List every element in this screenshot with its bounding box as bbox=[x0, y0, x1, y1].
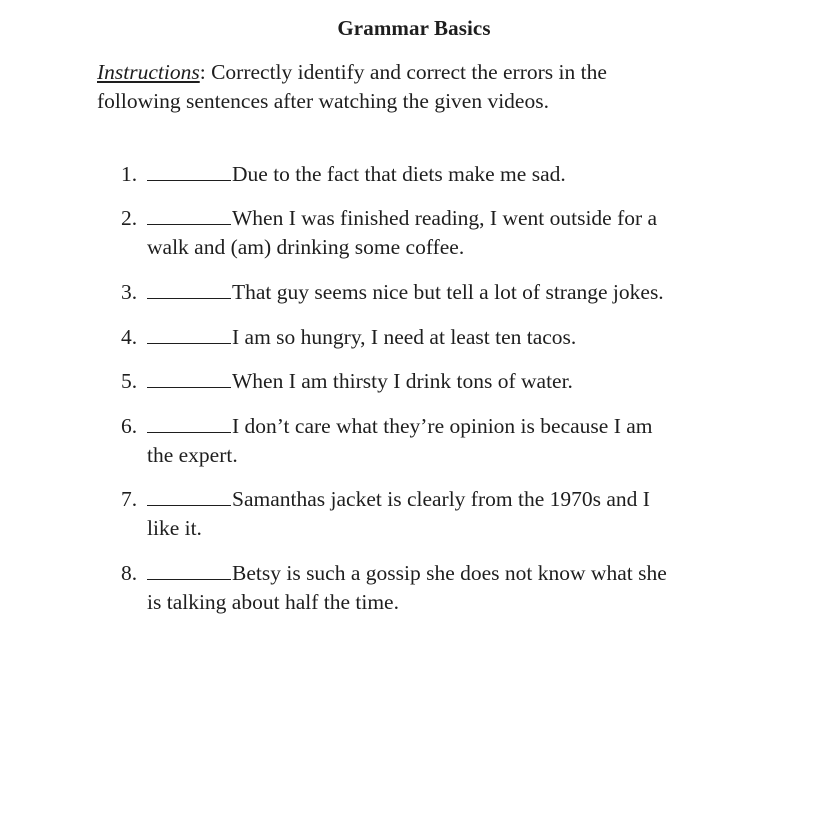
sentence-item-2 bbox=[121, 204, 761, 261]
item-number: 8. bbox=[121, 561, 138, 585]
item-number: 3. bbox=[121, 280, 138, 304]
instructions-label: Instructions bbox=[97, 60, 200, 84]
sentence-item-4 bbox=[121, 323, 761, 352]
sentence-item-5 bbox=[121, 367, 761, 396]
answer-blank[interactable] bbox=[147, 414, 231, 433]
sentence-text: That guy seems nice but tell a lot of strange jokes. bbox=[232, 280, 664, 304]
instructions-text-2: following sentences after watching the given videos. bbox=[97, 89, 549, 113]
sentence-text: Betsy is such a gossip she does not know what she bbox=[232, 561, 667, 585]
sentence-item-6 bbox=[121, 412, 761, 469]
sentence-item-8 bbox=[121, 559, 761, 616]
sentence-item-7 bbox=[121, 485, 761, 542]
instructions bbox=[97, 58, 737, 116]
sentence-text: Samanthas jacket is clearly from the 1970s and I bbox=[232, 487, 650, 511]
sentence-text: I don’t care what they’re opinion is because I am bbox=[232, 414, 653, 438]
page-title: Grammar Basics bbox=[337, 16, 491, 40]
sentence-text: Due to the fact that diets make me sad. bbox=[232, 162, 566, 186]
instructions-text-1: : Correctly identify and correct the errors in the bbox=[199, 60, 607, 84]
item-number: 5. bbox=[121, 369, 138, 393]
answer-blank[interactable] bbox=[147, 561, 231, 580]
item-number: 4. bbox=[121, 325, 138, 349]
item-number: 1. bbox=[121, 162, 138, 186]
sentence-text-continued: walk and (am) drinking some coffee. bbox=[147, 234, 465, 259]
answer-blank[interactable] bbox=[147, 369, 231, 388]
sentence-text-continued: like it. bbox=[147, 515, 202, 540]
sentence-text: When I am thirsty I drink tons of water. bbox=[232, 369, 573, 393]
sentence-text-continued: is talking about half the time. bbox=[147, 589, 399, 614]
item-number: 6. bbox=[121, 414, 138, 438]
sentence-text-continued: the expert. bbox=[147, 442, 238, 467]
sentence-item-3 bbox=[121, 278, 761, 307]
sentence-text: When I was finished reading, I went outside for a bbox=[232, 206, 658, 230]
item-number: 2. bbox=[121, 206, 138, 230]
answer-blank[interactable] bbox=[147, 487, 231, 506]
sentence-text: I am so hungry, I need at least ten tacos. bbox=[232, 325, 577, 349]
answer-blank[interactable] bbox=[147, 206, 231, 225]
answer-blank[interactable] bbox=[147, 162, 231, 181]
answer-blank[interactable] bbox=[147, 280, 231, 299]
item-number: 7. bbox=[121, 487, 138, 511]
sentence-item-1 bbox=[121, 160, 761, 189]
answer-blank[interactable] bbox=[147, 325, 231, 344]
instructions-line-1 bbox=[97, 58, 737, 87]
